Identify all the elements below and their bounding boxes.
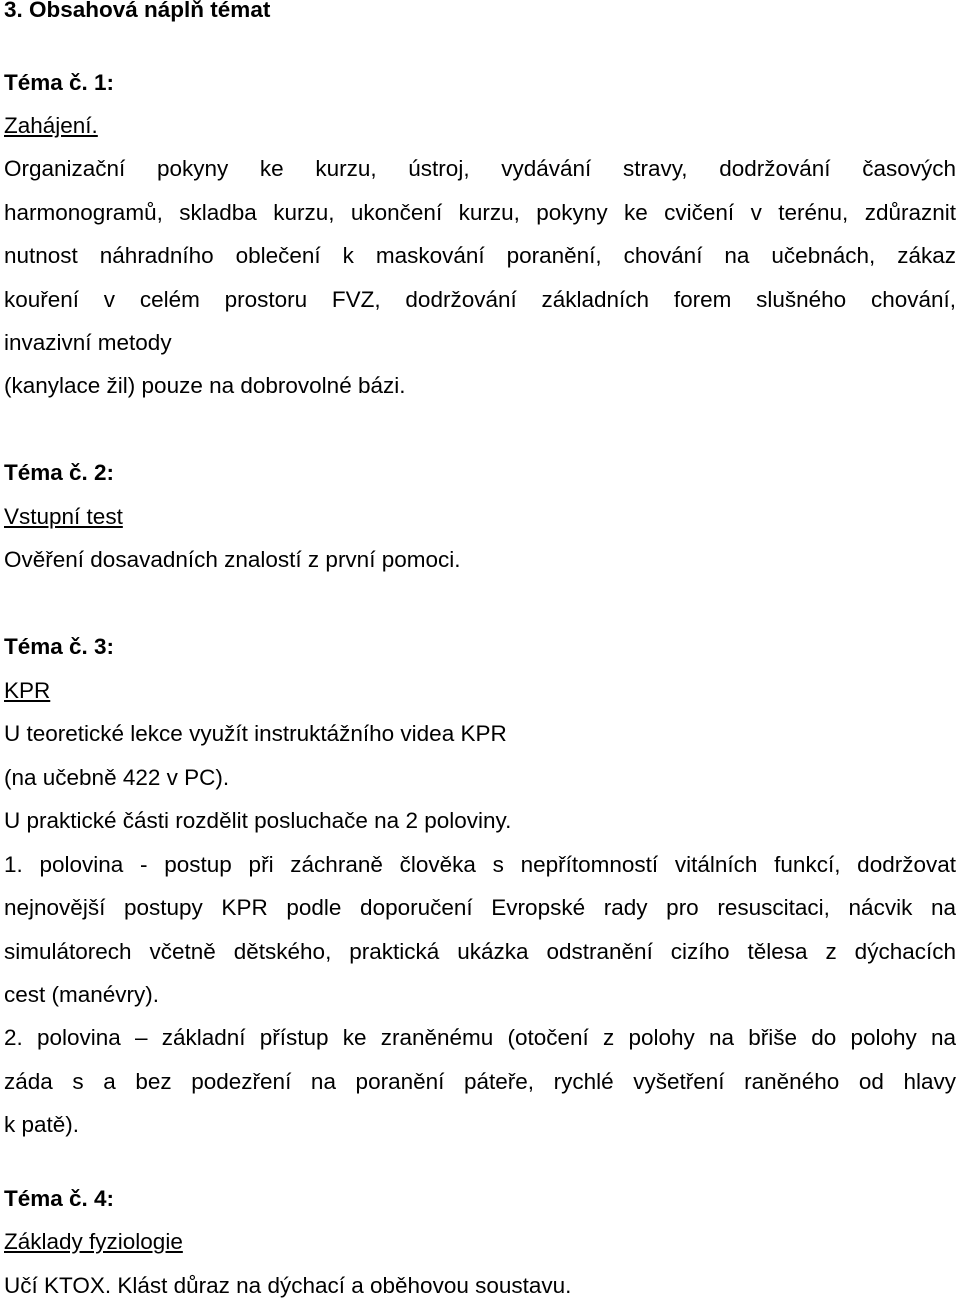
topic-3-name: KPR: [4, 678, 51, 703]
topic-3-line-1: U teoretické lekce využít instruktážního videa KPR: [4, 721, 507, 746]
topic-2-label: Téma č. 2:: [4, 460, 115, 485]
topic-1-line-6: (kanylace žil) pouze na dobrovolné bázi.: [4, 373, 406, 398]
topic-1-line-1: Organizační pokyny ke kurzu, ústroj, vydávání stravy, dodržování časových: [4, 156, 956, 181]
topic-1-label: Téma č. 1:: [4, 70, 115, 95]
topic-4-label: Téma č. 4:: [4, 1186, 115, 1211]
topic-2-name: Vstupní test: [4, 504, 123, 529]
topic-3-line-9: záda s a bez podezření na poranění páteře, rychlé vyšetření raněného od hlavy: [4, 1069, 956, 1094]
topic-1-line-4: kouření v celém prostoru FVZ, dodržování základních forem slušného chování,: [4, 287, 956, 312]
topic-1-line-3: nutnost náhradního oblečení k maskování poranění, chování na učebnách, zákaz: [4, 243, 956, 268]
topic-1-line-5: invazivní metody: [4, 330, 172, 355]
topic-3-line-5: nejnovější postupy KPR podle doporučení Evropské rady pro resuscitaci, nácvik na: [4, 895, 956, 920]
topic-3-line-7: cest (manévry).: [4, 982, 160, 1007]
topic-3-line-3: U praktické části rozdělit posluchače na 2 poloviny.: [4, 808, 512, 833]
topic-3-line-6: simulátorech včetně dětského, praktická ukázka odstranění cizího tělesa z dýchacích: [4, 939, 956, 964]
topic-1-name: Zahájení.: [4, 113, 98, 138]
topic-1-line-2: harmonogramů, skladba kurzu, ukončení kurzu, pokyny ke cvičení v terénu, zdůraznit: [4, 200, 956, 225]
topic-3-line-2: (na učebně 422 v PC).: [4, 765, 230, 790]
topic-2-line-1: Ověření dosavadních znalostí z první pomoci.: [4, 547, 461, 572]
topic-3-label: Téma č. 3:: [4, 634, 115, 659]
topic-3-line-4: 1. polovina - postup při záchraně člověka s nepřítomností vitálních funkcí, dodržovat: [4, 852, 956, 877]
topic-3-line-10: k patě).: [4, 1112, 80, 1137]
topic-4-name: Základy fyziologie: [4, 1229, 183, 1254]
topic-4-line-1: Učí KTOX. Klást důraz na dýchací a oběhovou soustavu.: [4, 1273, 572, 1298]
section-title: 3. Obsahová náplň témat: [4, 0, 271, 22]
topic-3-line-8: 2. polovina – základní přístup ke zraněnému (otočení z polohy na břiše do polohy na: [4, 1025, 956, 1050]
